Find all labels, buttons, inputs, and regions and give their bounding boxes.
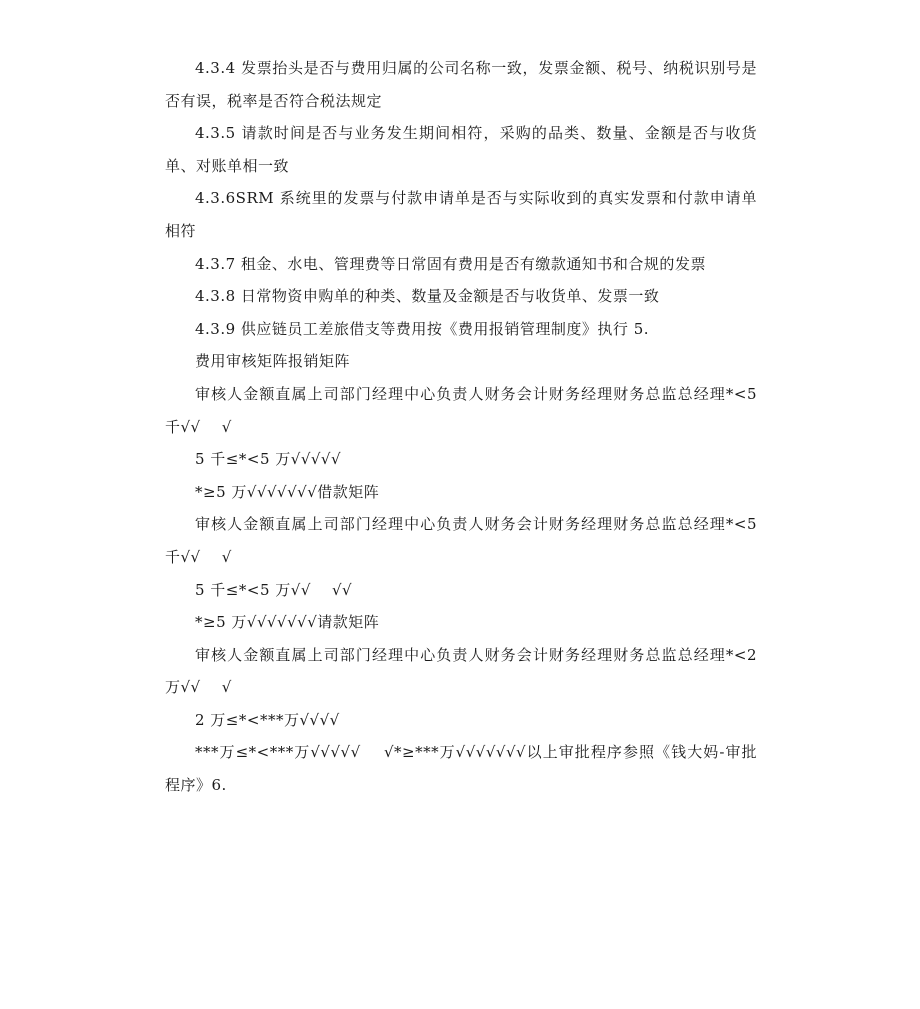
paragraph-4-3-4: 4.3.4 发票抬头是否与费用归属的公司名称一致，发票金额、税号、纳税识别号是否有误，税率是否符合税法规定 bbox=[165, 59, 757, 110]
payment-matrix-row: 2 万≤*<***万√√√√ bbox=[195, 710, 340, 729]
paragraph-4-3-9: 4.3.9 供应链员工差旅借支等费用按《费用报销管理制度》执行 5. bbox=[195, 319, 650, 338]
loan-matrix-header: 审核人金额直属上司部门经理中心负责人财务会计财务经理财务总监总经理*<5 千√√ √ bbox=[165, 515, 763, 566]
document-page bbox=[165, 52, 763, 802]
payment-matrix-header: 审核人金额直属上司部门经理中心负责人财务会计财务经理财务总监总经理*<2 万√√ √ bbox=[165, 645, 763, 697]
paragraph-4-3-8: 4.3.8 日常物资申购单的种类、数量及金额是否与收货单、发票一致 bbox=[195, 287, 660, 306]
reimbursement-matrix-row: 5 千≤*<5 万√√√√√ bbox=[195, 450, 342, 469]
payment-matrix-row: ***万≤*<***万√√√√√ √*≥***万√√√√√√√以上审批程序参照《钱大妈-审批程序》6. bbox=[165, 743, 757, 795]
paragraph-4-3-6: 4.3.6SRM 系统里的发票与付款申请单是否与实际收到的真实发票和付款申请单相符 bbox=[165, 189, 757, 240]
loan-matrix-row: *≥5 万√√√√√√√请款矩阵 bbox=[195, 613, 380, 632]
loan-matrix-row: 5 千≤*<5 万√√ √√ bbox=[195, 580, 353, 599]
reimbursement-matrix-row: *≥5 万√√√√√√√借款矩阵 bbox=[195, 482, 380, 501]
paragraph-4-3-7: 4.3.7 租金、水电、管理费等日常固有费用是否有缴款通知书和合规的发票 bbox=[195, 254, 706, 273]
paragraph-4-3-5: 4.3.5 请款时间是否与业务发生期间相符，采购的品类、数量、金额是否与收货单、对账单相一致 bbox=[165, 124, 757, 175]
matrix-heading: 费用审核矩阵报销矩阵 bbox=[195, 352, 351, 371]
reimbursement-matrix-header: 审核人金额直属上司部门经理中心负责人财务会计财务经理财务总监总经理*<5 千√√ √ bbox=[165, 384, 763, 436]
